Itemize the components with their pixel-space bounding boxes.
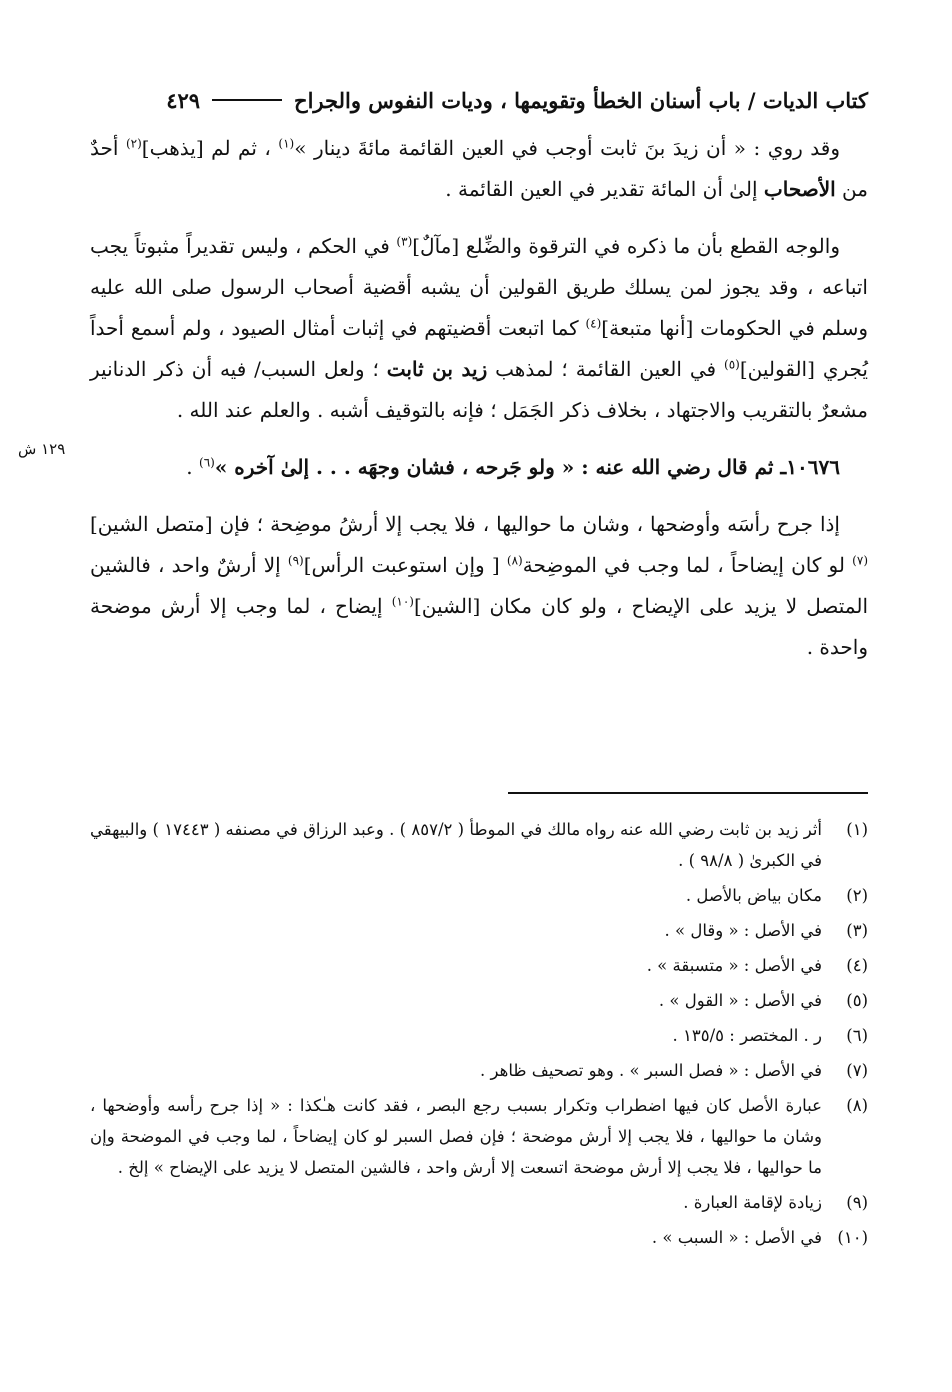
footnote-item xyxy=(90,1020,868,1051)
header-rule xyxy=(212,99,282,101)
margin-manuscript-folio: ١٢٩ ش xyxy=(18,440,66,458)
footnote-item xyxy=(90,950,868,981)
footnotes xyxy=(90,814,868,1257)
paragraph-2 xyxy=(90,226,868,431)
footnote-number: (٢) xyxy=(846,886,868,905)
footnote-number: (١) xyxy=(846,820,868,839)
p4-text-c: [ وإن استوعبت الرأس] xyxy=(303,553,507,577)
footnote-ref-5: (٥) xyxy=(724,357,740,372)
p1-text-d: إلىٰ أن المائة تقدير في العين القائمة . xyxy=(445,177,764,201)
footnote-number: (٣) xyxy=(846,921,868,940)
footnote-item xyxy=(90,880,868,911)
footnote-number: (٤) xyxy=(846,956,868,975)
main-text xyxy=(90,128,868,668)
footnote-number: (٦) xyxy=(846,1026,868,1045)
p2-text-d: في العين القائمة ؛ لمذهب xyxy=(487,357,725,381)
footnote-ref-1: (١) xyxy=(278,136,295,151)
footnote-ref-4: (٤) xyxy=(585,316,602,331)
p4-text-e: إيضاح ، لما وجب إلا أرش موضحة واحدة . xyxy=(90,594,868,659)
p4-text-b: لو كان إيضاحاً ، لما وجب في الموضِحة xyxy=(522,553,853,577)
footnote-number: (٥) xyxy=(846,991,868,1010)
footnote-item xyxy=(90,1055,868,1086)
p4-text-a: إذا جرح رأسَه وأوضحها ، وشان ما حواليها ، فلا يجب إلا أرشُ موضِحة ؛ فإن [متصل الشين] xyxy=(90,512,840,536)
footnote-text: أثر زيد بن ثابت رضي الله عنه رواه مالك في الموطأ ( ٨٥٧/٢ ) . وعبد الرزاق في مصنفه ( ١٧٤٤٣ ) والبيهقي في الكبرىٰ ( ٩٨/٨ ) . xyxy=(90,820,823,870)
p2-text-c: كما اتبعت أقضيتهم في إثبات أمثال الصيود ، ولم أسمع أحداً يُجري [القولين] xyxy=(90,316,868,381)
footnote-text: زيادة لإقامة العبارة . xyxy=(683,1193,822,1212)
footnote-item xyxy=(90,915,868,946)
p4-text-d: إلا أرشٌ واحد ، فالشين المتصل لا يزيد على الإيضاح ، ولو كان مكان [الشين] xyxy=(90,553,869,618)
p3-bold-heading: ١٠٦٧٦ـ ثم قال رضي الله عنه : « ولو جَرحه ، فشان وجهَه . . . إلىٰ آخره » xyxy=(214,455,840,479)
footnote-ref-8: (٨) xyxy=(506,553,523,568)
footnote-text: ر . المختصر : ١٣٥/٥ . xyxy=(672,1026,822,1045)
p1-text-b: ، ثم لم [يذهب] xyxy=(141,136,279,160)
footnote-ref-6: (٦) xyxy=(199,455,215,470)
footnote-text: عبارة الأصل كان فيها اضطراب وتكرار بسبب رجع البصر ، فقد كانت هـٰكذا : « إذا جرح رأسه وأوضحها ، وشان ما حواليها ، فلا يجب إلا أرش موضحة ؛ فإن فصل السبر لو كان إيضاحاً ، لما وجب في الموضحة وإن ما حواليها ، فلا يجب إلا أرش موضحة اتسعت إلا أرش واحد ، فالشين المتصل لا يزيد على الإيضاح » إلخ . xyxy=(90,1096,822,1177)
paragraph-4 xyxy=(90,504,868,668)
p1-text-c: أحدٌ من xyxy=(90,136,868,201)
footnote-text: مكان بياض بالأصل . xyxy=(685,886,822,905)
footnote-text: في الأصل : « السبب » . xyxy=(651,1228,822,1247)
footnote-text: في الأصل : « وقال » . xyxy=(664,921,822,940)
footnote-number: (٩) xyxy=(846,1193,868,1212)
footnote-number: (١٠) xyxy=(837,1228,868,1247)
paragraph-3 xyxy=(90,447,868,488)
p2-text-e: ؛ ولعل السبب/ فيه أن ذكر الدنانير مشعرٌ بالتقريب والاجتهاد ، بخلاف ذكر الجَمَل ؛ فإنه بالتوقيف أشبه . والعلم عند الله . xyxy=(90,357,868,422)
p1-bold: الأصحاب xyxy=(763,177,836,201)
footnote-ref-2: (٢) xyxy=(125,136,142,151)
header-title: كتاب الديات / باب أسنان الخطأ وتقويمها ، وديات النفوس والجراح xyxy=(294,87,868,113)
footnote-text: في الأصل : « القول » . xyxy=(658,991,822,1010)
footnote-ref-7: (٧) xyxy=(852,553,868,568)
footnote-text: في الأصل : « فصل السبر » . وهو تصحيف ظاهر . xyxy=(480,1061,822,1080)
footnote-ref-3: (٣) xyxy=(396,234,413,249)
footnote-number: (٧) xyxy=(846,1061,868,1080)
footnote-item xyxy=(90,1090,868,1183)
p2-bold: زيد بن ثابت xyxy=(386,357,488,381)
footnote-item xyxy=(90,1187,868,1218)
p3-text-a: . xyxy=(186,455,199,479)
footnote-item xyxy=(90,814,868,876)
p1-text-a: وقد روي : « أن زيدَ بنَ ثابت أوجب في العين القائمة مائةَ دينار » xyxy=(294,136,840,160)
page-number: ٤٢٩ xyxy=(166,87,201,113)
p2-text-a: والوجه القطع بأن ما ذكره في الترقوة والضِّلع [مآلٌ] xyxy=(412,234,840,258)
footnote-separator xyxy=(508,792,868,794)
p2-text-b: في الحكم ، وليس تقديراً مثبوتاً يجب اتباعه ، وقد يجوز لمن يسلك طريق القولين أن يشبه أقضية أصحاب الرسول صلى الله عليه وسلم في الحكومات [أنها متبعة] xyxy=(90,234,869,340)
footnote-number: (٨) xyxy=(846,1096,868,1115)
paragraph-1 xyxy=(90,128,868,210)
footnote-item xyxy=(90,1222,868,1253)
footnote-item xyxy=(90,985,868,1016)
footnote-ref-10: (١٠) xyxy=(391,594,414,609)
footnote-ref-9: (٩) xyxy=(287,553,304,568)
running-header xyxy=(112,82,868,118)
footnote-text: في الأصل : « متسبقة » . xyxy=(646,956,822,975)
